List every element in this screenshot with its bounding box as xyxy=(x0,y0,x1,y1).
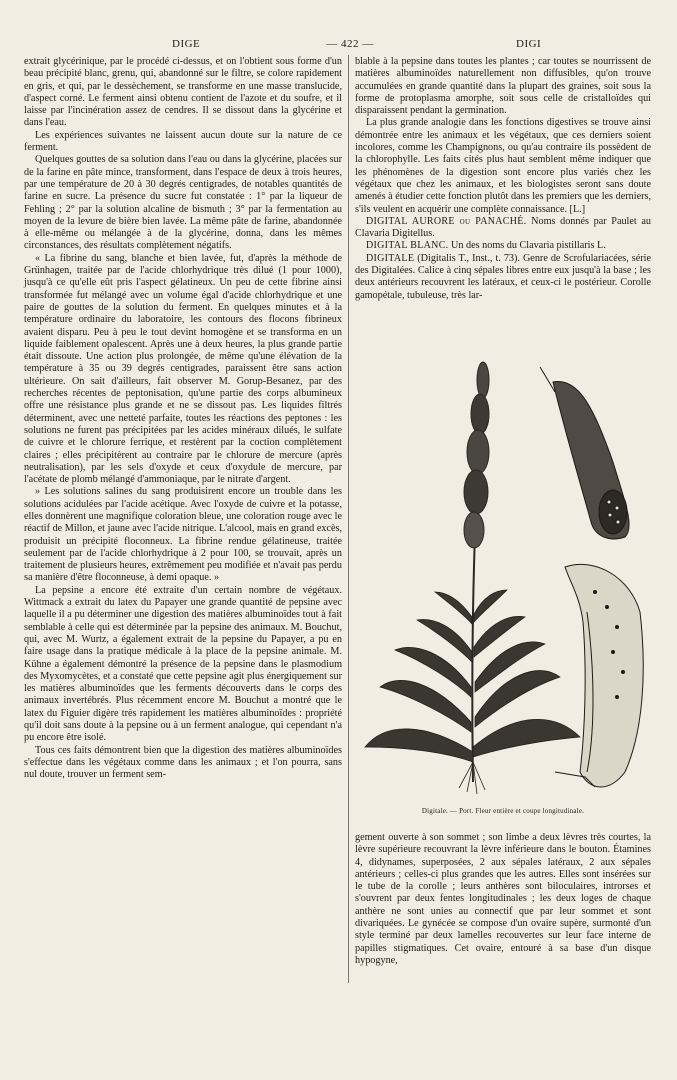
paragraph: La pepsine a encore été extraite d'un certain nombre de végétaux. Wittmack a extrait du latex du Papayer une grande quantité de pepsine avec laquelle il a pu déterminer une digestion des matières albuminoïdes tout à fait semblable à celle qui est déterminée par la pepsine des animaux. M. Bouchut, qui, avec M. Wurtz, a également extrait de la pepsine du Papayer, a pu en faire usage dans la pratique médicale à la place de la pepsine animale. M. Kühne a également démontré la présence de la pepsine dans le plasmodium des Myxomycètes, et a constaté que cette pepsine agit plus énergiquement sur les matières albuminoïdes que les ferments découverts dans le corps des animaux invertébrés. Plus récemment encore M. Bouchut a montré que le latex du Figuier digère très rapidement les matières albuminoïdes : propriété qu'il doit sans doute à la pepsine ou à un ferment analogue, qui cependant n'a pu encore être isolé. xyxy=(24,584,342,744)
running-head xyxy=(20,38,660,52)
paragraph: blable à la pepsine dans toutes les plantes ; car toutes se nourrissent de matières albuminoïdes naturellement non diffusibles, qu'on trouve accumulées en grande quantité dans la plupart des graines, soit sous la forme de protoplasma amorphe, soit sous celle de cristalloïdes qui disparaissent pendant la germination. xyxy=(355,56,651,117)
figure-caption: Digitale. — Port. Fleur entière et coupe longitudinale. xyxy=(421,807,585,815)
digitalis-figure xyxy=(355,352,651,827)
entry-text: Un des noms du Clavaria pistillaris L. xyxy=(451,240,606,252)
right-column-top xyxy=(355,56,651,302)
column-divider xyxy=(348,55,349,983)
dictionary-entry xyxy=(355,216,651,241)
flower-section xyxy=(555,564,643,787)
left-column xyxy=(24,56,342,782)
right-column-bottom xyxy=(355,832,651,967)
entry-text: Noms donnés par Paulet au Clavaria Digitellus. xyxy=(355,215,652,240)
paragraph: Quelques gouttes de sa solution dans l'eau ou dans la glycérine, placées sur de la farine en pâte mince, transforment, dans l'espace de deux à trois heures, par une température de 20 à 30 degrés centigrades, de notables quantités de farine en sucre. La présence du sucre fut constatée : 1° par la liqueur de Fehling ; 2° par la solution alcaline de bismuth ; 3° par la fermentation au moyen de la levure de bière bien lavée. La même pâte de farine, abandonnée à elle-même ou mélangée à de la glycérine, donna, dans les mêmes circonstances, des résultats complètement négatifs. xyxy=(24,154,342,252)
entry-term: DIGITALE xyxy=(366,252,415,264)
running-head-left: DIGE xyxy=(172,38,201,50)
paragraph: gement ouverte à son sommet ; son limbe a deux lèvres très courtes, la lèvre supérieure recouvrant la lèvre inférieure dans le bouton. Étamines 4, didynames, superposées, 2 aux sépales latéraux, 2 aux sépales antérieurs ; celles-ci plus grandes que les autres. Elles sont insérées sur le tube de la corolle ; leurs anthères sont biloculaires, introrses et s'ouvrent par deux fentes longitudinales ; les deux loges de chaque anthère ne sont unies au connectif que par leur sommet et sont divariquées. Le gynécée se compose d'un ovaire supère, surmonté d'un style terminé par deux lamelles recouvertes sur leur face interne de papilles stigmatiques. Cet ovaire, entouré à sa base d'un disque hypogyne, xyxy=(355,832,651,966)
paragraph: Tous ces faits démontrent bien que la digestion des matières albuminoïdes s'effectue dans les végétaux comme dans les animaux ; et l'on pourra, sans nul doute, trouver un ferment sem- xyxy=(24,744,342,781)
dictionary-entry xyxy=(355,253,651,302)
entry-term: DIGITAL AURORE ou PANACHÉ. xyxy=(366,215,527,227)
whole-flower xyxy=(540,367,629,539)
paragraph: extrait glycérinique, par le procédé ci-dessus, et on l'obtient sous forme d'un beau précipité blanc, grenu, qui, abandonné sur le filtre, se colore rapidement en gris, et qui, par le dessèchement, se transforme en une masse translucide, d'aspect corné. Le ferment ainsi obtenu contient de l'azote et du soufre, et il laisse par l'incinération assez de cendres. Il se dissout dans la glycérine et dans l'eau. xyxy=(24,56,342,129)
dictionary-entry xyxy=(355,240,651,252)
running-head-right: DIGI xyxy=(516,38,542,50)
foxglove-illustration xyxy=(355,352,651,802)
entry-text: (Digitalis T., Inst., t. 73). Genre de Scrofulariacées, série des Digitalées. Calice à cinq sépales libres entre eux jusqu'à la base ; les deux antérieurs recouvrent les latéraux, et ceux-ci le postérieur. Corolle gamopétale, tubuleuse, très lar- xyxy=(355,252,651,301)
paragraph: La plus grande analogie dans les fonctions digestives se trouve ainsi démontrée entre les animaux et les végétaux, que ces derniers soient incolores, comme les Champignons, ou qu'au contraire ils possèdent de la chlorophylle. Les faits cités plus haut semblent même indiquer que les phénomènes de la digestion sont encore plus variés chez les végétaux que chez les animaux, et les biologistes seront sans doute amenés à étudier cette fonction plutôt dans les premiers que les derniers, s'ils veulent en acquérir une complète connaissance. [L.] xyxy=(355,117,651,215)
paragraph: » Les solutions salines du sang produisirent encore un trouble dans les solutions acidulées par l'acide acétique. Avec l'oxyde de cuivre et la potasse, elles donnèrent une magnifique coloration bleue, une coloration rouge avec le réactif de Millon, et jaune avec l'acide nitrique. L'alcool, mais en grand excès, produisit un précipité floconneux. La fibrine rendue gélatineuse, traitée seulement par de l'acide chlorhydrique à 2 pour 100, se trouvait, après un traitement de plusieurs heures, extrêmement peu modifiée et n'avait pas perdu sa manière d'être floconneuse, à demi opaque. » xyxy=(24,486,342,584)
paragraph: « La fibrine du sang, blanche et bien lavée, fut, d'après la méthode de Grünhagen, traitée par de l'acide chlorhydrique très dilué (1 pour 1000), jusqu'à ce qu'elle eût pris l'aspect gélatineux. Un peu de cette fibrine ainsi transformée fut mélangé avec un volume égal d'acide chlorhydrique et une paire de gouttes de la solution du ferment. En quelques minutes et à la température ordinaire du laboratoire, les contours des flocons fibrineux avaient disparu. Peu à peu le tout devint homogène et se transforma en un liquide faiblement opalescent. Après une à deux heures, la plus grande partie était dissoute. Une action plus prolongée, de même qu'une élévation de la température à 35 ou 39 degrés centigrades, paraissent être sans action ultérieure. On sait d'ailleurs, fait observer M. Gorup-Besanez, par des recherches récentes de peptonisation, qu'une partie des corps albumineux offre une résistance plus grande et ne se dissout pas. Les liquides filtrés déterminent, avec une netteté parfaite, toutes les réactions des peptones : les solutions ne furent pas précipitées par les acides minéraux dilués, le sulfate de cuivre et le chlorure ferrique, et restèrent par la coction complètement claires ; elles précipitèrent au contraire par le chlorure de mercure (après neutralisation), par les sels d'oxyde et ceux d'oxydule de mercure, par l'acétate de plomb mélangé d'ammoniaque, par le nitrate d'argent. xyxy=(24,252,342,486)
entry-term: DIGITAL BLANC. xyxy=(366,240,449,252)
paragraph: Les expériences suivantes ne laissent aucun doute sur la nature de ce ferment. xyxy=(24,129,342,154)
page-number: — 422 — xyxy=(326,38,374,50)
